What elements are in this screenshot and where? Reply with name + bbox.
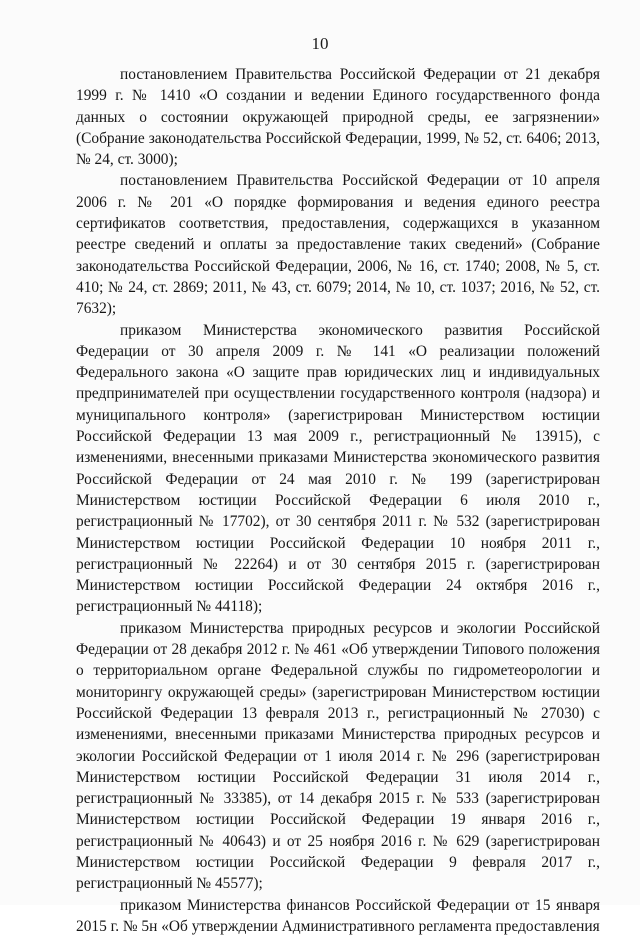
paragraph-order-141: приказом Министерства экономического развития Российской Федерации от 30 апреля 2009 г. № 141 «О реализации положений Федерального закона «О защите прав юридических лиц и индивидуальных предпринимателей при осуществлении государственного контроля (надзора) и муниципального контроля» (зарегистрирован Министерством юстиции Российской Федерации 13 мая 2009 г., регистрационный № 13915), с изменениями, внесенными приказами Министерства экономического развития Российской Федерации от 24 мая 2010 г. № 199 (зарегистрирован Министерством юстиции Российской Федерации 6 июля 2010 г., регистрационный № 17702), от 30 сентября 2011 г. № 532 (зарегистрирован Министерством юстиции Российской Федерации 10 ноября 2011 г., регистрационный № 22264) и от 30 сентября 2015 г. (зарегистрирован Министерством юстиции Российской Федерации 24 октября 2016 г., регистрационный № 44118); <box>76 321 600 616</box>
paragraph-order-461: приказом Министерства природных ресурсов и экологии Российской Федерации от 28 декабря 2012 г. № 461 «Об утверждении Типового положения о территориальном органе Федеральной службы по гидрометеорологии и мониторингу окружающей среды» (зарегистрирован Министерством юстиции Российской Федерации 13 февраля 2013 г., регистрационный № 27030) с изменениями, внесенными приказами Министерства природных ресурсов и экологии Российской Федерации от 1 июля 2014 г. № 296 (зарегистрирован Министерством юстиции Российской Федерации 31 июля 2014 г., регистрационный № 33385), от 14 декабря 2015 г. № 533 (зарегистрирован Министерством юстиции Российской Федерации 19 января 2016 г., регистрационный № 40643) и от 25 ноября 2016 г. № 629 (зарегистрирован Министерством юстиции Российской Федерации 9 февраля 2017 г., регистрационный № 45577); <box>76 619 600 893</box>
document-body <box>76 64 600 937</box>
paragraph-decree-1410: постановлением Правительства Российской Федерации от 21 декабря 1999 г. № 1410 «О создании и ведении Единого государственного фонда данных о состоянии окружающей природной среды, ее загрязнении» (Собрание законодательства Российской Федерации, 1999, № 52, ст. 6406; 2013, № 24, ст. 3000); <box>76 66 600 169</box>
paragraph-decree-201: постановлением Правительства Российской Федерации от 10 апреля 2006 г. № 201 «О порядке формирования и ведения единого реестра сертификатов соответствия, предоставления, содержащихся в указанном реестре сведений и оплаты за предоставление таких сведений» (Собрание законодательства Российской Федерации, 2006, № 16, ст. 1740; 2008, № 5, ст. 410; № 24, ст. 2869; 2011, № 43, ст. 6079; 2014, № 10, ст. 1037; 2016, № 52, ст. 7632); <box>76 172 600 318</box>
paragraph-order-5n: приказом Министерства финансов Российской Федерации от 15 января 2015 г. № 5н «Об утверждении Административного регламента предоставления <box>76 896 600 935</box>
page-number: 10 <box>311 34 329 53</box>
